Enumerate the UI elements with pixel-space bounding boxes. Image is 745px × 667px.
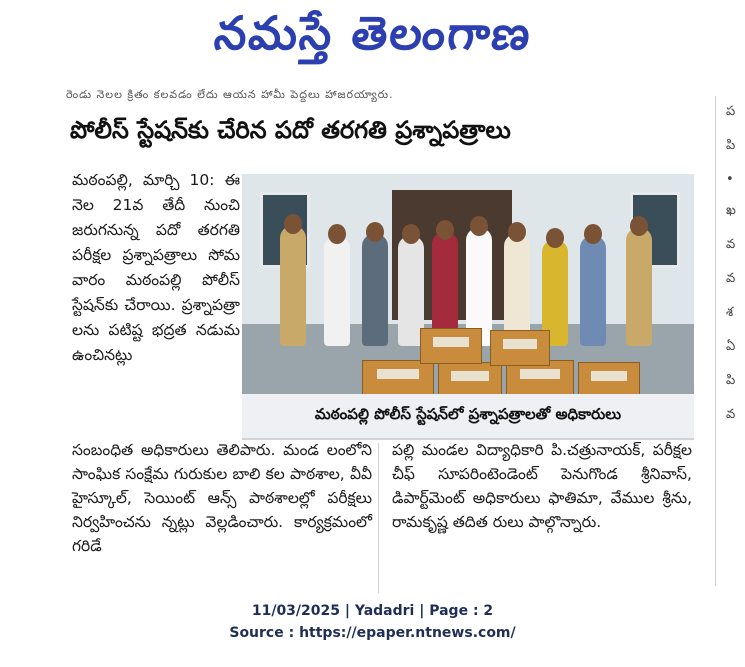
article-body <box>72 438 692 558</box>
article-intro-column: మఠంపల్లి, మార్చి 10: ఈ నెల 21వ తేదీ నుంచి జరుగనున్న పదో తరగతి పరీక్షల ప్రశ్నాపత్రాలు సోమ వారం మఠంపల్లి పోలీస్ స్టేషన్‌కు చేరాయి. ప్రశ్నాపత్రా లను పటిష్ట భద్రత నడుమ ఉంచినట్లు <box>72 171 240 364</box>
masthead <box>0 0 745 78</box>
photo-caption: మఠంపల్లి పోలీస్ స్టేషన్‌లో ప్రశ్నాపత్రాలతో అధికారులు <box>242 394 694 440</box>
clipped-previous-line: రెండు నెలల క్రితం కలవడం లేదు ఆయన హామీ పెద్దలు హాజరయ్యారు. <box>66 88 394 101</box>
news-clipping <box>66 88 716 593</box>
question-paper-box <box>490 330 550 366</box>
person-9 <box>580 236 606 346</box>
source-footer <box>0 600 745 644</box>
article-body-right: పల్లి మండల విద్యాధికారి పి.చత్రునాయక్, పరీక్షల చీఫ్ సూపరింటెండెంట్ పెనుగొండ శ్రీనివాస్, డిపార్ట్‌మెంట్ అధికారులు ఫాతిమా, వేముల శ్రీను, రామకృష్ణ తదిత రులు పాల్గొన్నారు. <box>392 441 692 531</box>
person-police-left <box>280 226 306 346</box>
person-3 <box>362 234 388 346</box>
question-paper-box <box>420 328 482 364</box>
person-police-right <box>626 228 652 346</box>
news-photo <box>242 174 694 394</box>
question-paper-box <box>438 362 502 394</box>
edition-info: 11/03/2025 | Yadadri | Page : 2 <box>251 603 494 619</box>
adjacent-article-edge: ప పి • ఖ వ వ శ ఏ పి వ <box>715 96 745 586</box>
article-headline: పోలీస్ స్టేషన్‌కు చేరిన పదో తరగతి ప్రశ్నాపత్రాలు <box>70 116 511 144</box>
question-paper-box <box>578 362 640 394</box>
question-paper-box <box>362 360 434 394</box>
source-url: Source : https://epaper.ntnews.com/ <box>229 625 516 641</box>
newspaper-logo: నమస్తే తెలంగాణ <box>211 6 535 60</box>
person-2 <box>324 236 350 346</box>
article-body-left: సంబంధిత అధికారులు తెలిపారు. మండ లంలోని సాంఘిక సంక్షేమ గురుకుల బాలి కల పాఠశాల, వీవీ హైస్కూల్, సెయింట్ ఆన్స్ పాఠశాలల్లో పరీక్షలు నిర్వహించను న్నట్లు వెల్లడించారు. కార్యక్రమంలో గరిడే <box>72 441 372 555</box>
